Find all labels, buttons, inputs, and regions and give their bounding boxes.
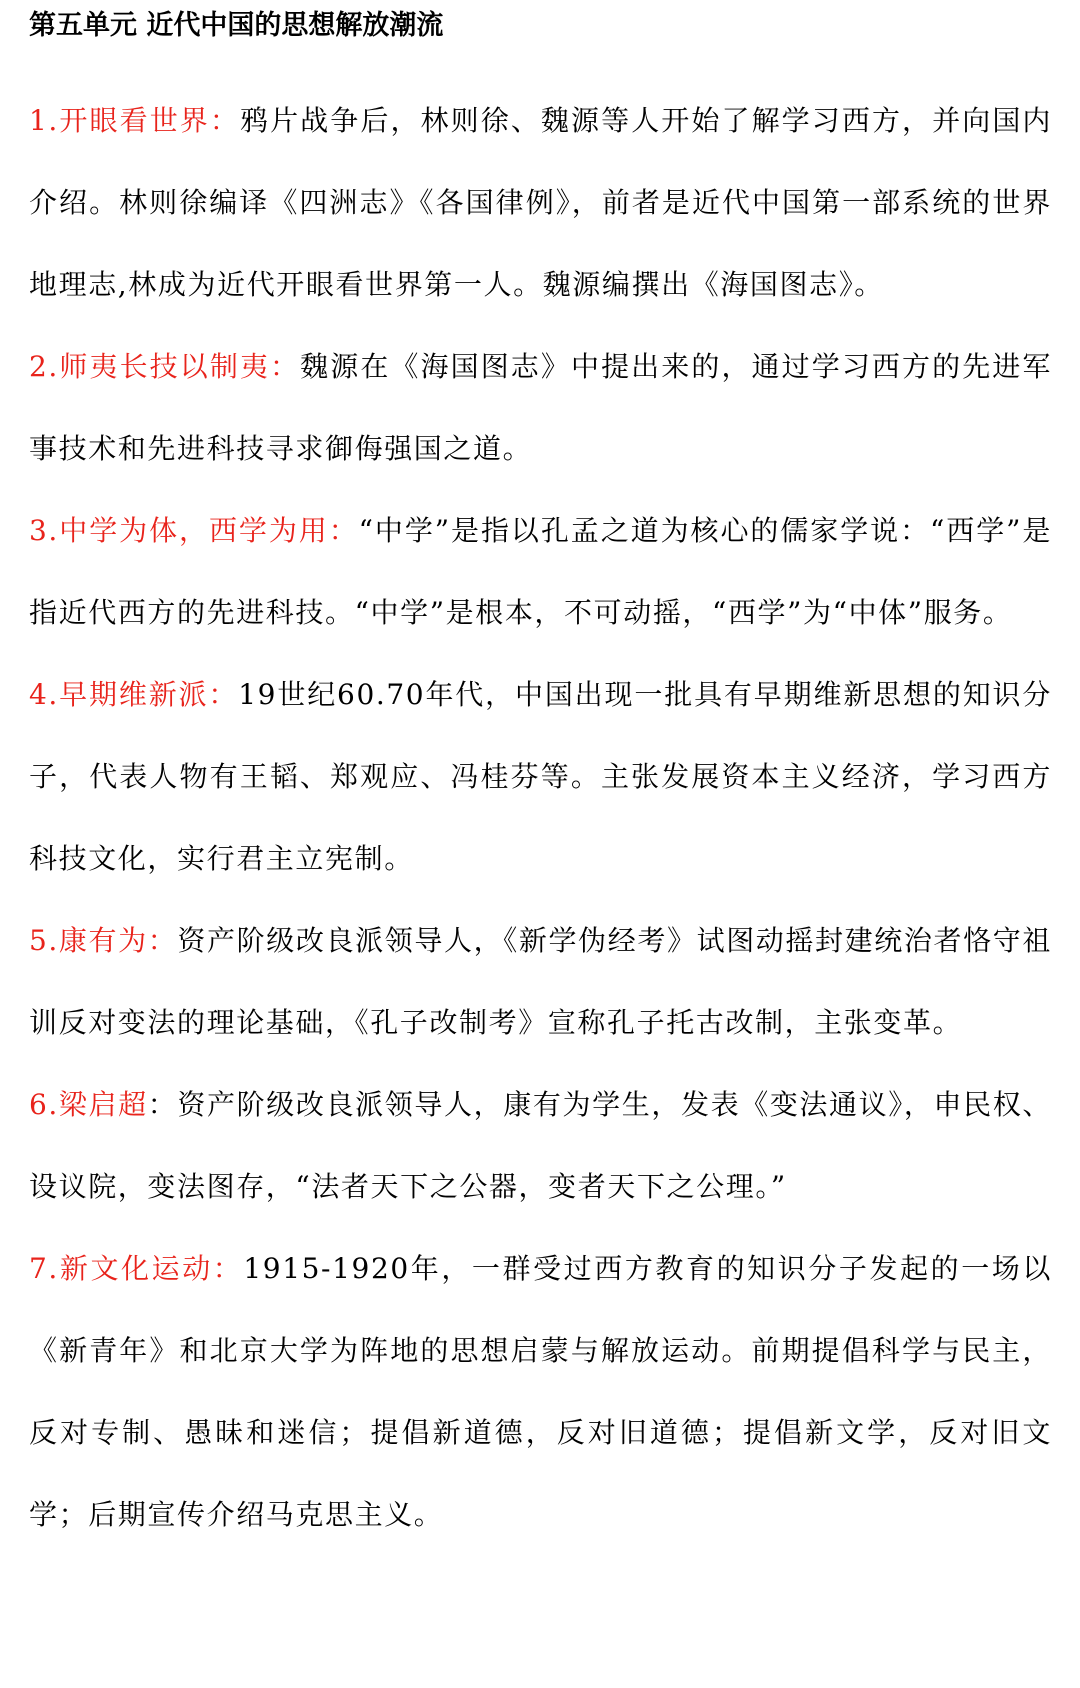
item-body: 19世纪60.70年代，中国出现一批具有早期维新思想的知识分子，代表人物有王韬、郑观应、冯桂芬等。主张发展资本主义经济，学习西方科技文化，实行君主立宪制。 bbox=[29, 678, 1053, 875]
page-title: 第五单元 近代中国的思想解放潮流 bbox=[29, 10, 444, 41]
item-heading: 2.师夷长技以制夷： bbox=[29, 350, 301, 383]
item-heading: 4.早期维新派： bbox=[29, 678, 239, 711]
item-body: 魏源在《海国图志》中提出来的，通过学习西方的先进军事技术和先进科技寻求御侮强国之道。 bbox=[29, 350, 1052, 465]
item-body: “中学”是指以孔孟之道为核心的儒家学说：“西学”是指近代西方的先进科技。“中学”是根本，不可动摇，“西学”为“中体”服务。 bbox=[29, 514, 1053, 629]
item-heading: 7.新文化运动： bbox=[29, 1252, 244, 1285]
list-item-early-reformers bbox=[29, 654, 1052, 900]
list-item-open-eyes bbox=[29, 80, 1052, 326]
item-body: 资产阶级改良派领导人，《新学伪经考》试图动摇封建统治者恪守祖训反对变法的理论基础，《孔子改制考》宣称孔子托古改制，主张变革。 bbox=[29, 924, 1052, 1039]
item-heading: 3.中学为体，西学为用： bbox=[29, 514, 359, 547]
item-heading: 6.梁启超 bbox=[29, 1088, 148, 1121]
item-body: 鸦片战争后，林则徐、魏源等人开始了解学习西方，并向国内介绍。林则徐编译《四洲志》《各国律例》，前者是近代中国第一部系统的世界地理志,林成为近代开眼看世界第一人。魏源编撰出《海国图志》。 bbox=[29, 104, 1053, 301]
list-item-learn-from-west bbox=[29, 326, 1052, 490]
list-item-new-culture-movement bbox=[29, 1228, 1052, 1556]
item-heading: 5.康有为： bbox=[29, 924, 178, 957]
list-item-liang-qichao bbox=[29, 1064, 1052, 1228]
list-item-kang-youwei bbox=[29, 900, 1052, 1064]
list-item-chinese-learning bbox=[29, 490, 1052, 654]
item-body: ：资产阶级改良派领导人，康有为学生，发表《变法通议》，申民权、设议院，变法图存，“法者天下之公器，变者天下之公理。” bbox=[29, 1088, 1052, 1203]
item-list bbox=[29, 80, 1052, 1556]
item-body: 1915-1920年，一群受过西方教育的知识分子发起的一场以《新青年》和北京大学为阵地的思想启蒙与解放运动。前期提倡科学与民主，反对专制、愚昧和迷信；提倡新道德，反对旧道德；提倡新文学，反对旧文学；后期宣传介绍马克思主义。 bbox=[29, 1252, 1052, 1531]
item-heading: 1.开眼看世界： bbox=[29, 104, 240, 137]
